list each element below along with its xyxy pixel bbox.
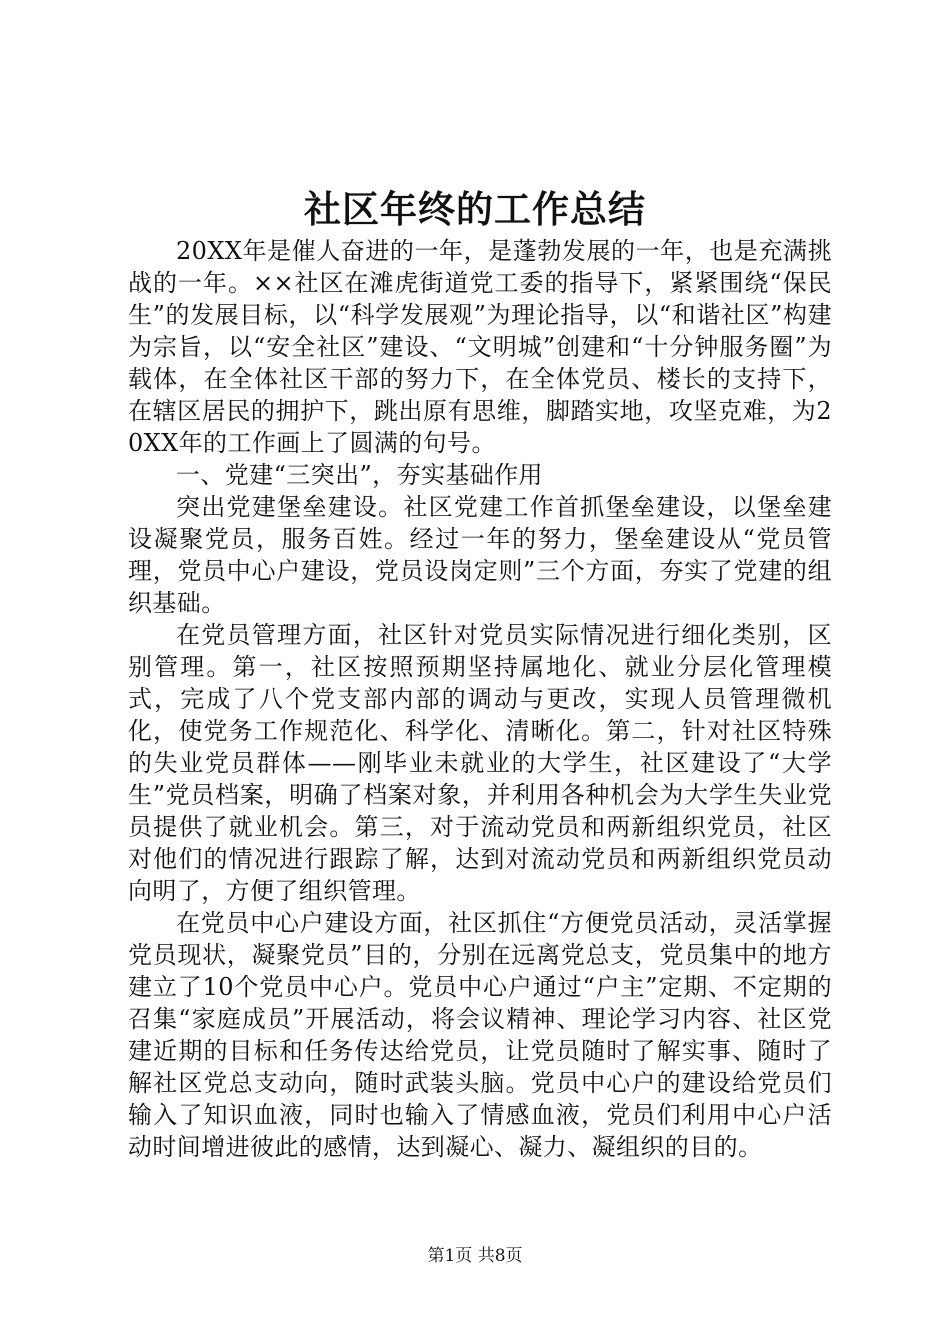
paragraph-intro: 20XX年是催人奋进的一年，是蓬勃发展的一年，也是充满挑战的一年。××社区在滩虎街道党工委的指导下，紧紧围绕“保民生”的发展目标，以“科学发展观”为理论指导，以“和谐社区”构建为宗旨，以“安全社区”建设、“文明城”创建和“十分钟服务圈”为载体，在全体社区干部的努力下，在全体党员、楼长的支持下，在辖区居民的拥护下，跳出原有思维，脚踏实地，攻坚克难，为20XX年的工作画上了圆满的句号。 xyxy=(128,237,832,457)
paragraph-central-households: 在党员中心户建设方面，社区抓住“方便党员活动，灵活掌握党员现状，凝聚党员”目的，分别在远离党总支，党员集中的地方建立了10个党员中心户。党员中心户通过“户主”定期、不定期的召集“家庭成员”开展活动，将会议精神、理论学习内容、社区党建近期的目标和任务传达给党员，让党员随时了解实事、随时了解社区党总支动向，随时武装头脑。党员中心户的建设给党员们输入了知识血液，同时也输入了情感血液，党员们利用中心户活动时间增进彼此的感情，达到凝心、凝力、凝组织的目的。 xyxy=(128,909,832,1161)
document-body xyxy=(128,235,832,1163)
section-heading-party-building: 一、党建“三突出”，夯实基础作用 xyxy=(176,461,543,489)
paragraph-member-management: 在党员管理方面，社区针对党员实际情况进行细化类别，区别管理。第一，社区按照预期坚持属地化、就业分层化管理模式，完成了八个党支部内部的调动与更改，实现人员管理微机化，使党务工作规范化、科学化、清晰化。第二，针对社区特殊的失业党员群体——刚毕业未就业的大学生，社区建设了“大学生”党员档案，明确了档案对象，并利用各种机会为大学生失业党员提供了就业机会。第三，对于流动党员和两新组织党员，社区对他们的情况进行跟踪了解，达到对流动党员和两新组织党员动向明了，方便了组织管理。 xyxy=(128,621,832,905)
document-title: 社区年终的工作总结 xyxy=(304,187,646,231)
paragraph-fortress-building: 突出党建堡垒建设。社区党建工作首抓堡垒建设，以堡垒建设凝聚党员，服务百姓。经过一年的努力，堡垒建设从“党员管理，党员中心户建设，党员设岗定则”三个方面，夯实了党建的组织基础。 xyxy=(128,493,832,617)
page-number-footer: 第1页 共8页 xyxy=(427,1246,523,1266)
